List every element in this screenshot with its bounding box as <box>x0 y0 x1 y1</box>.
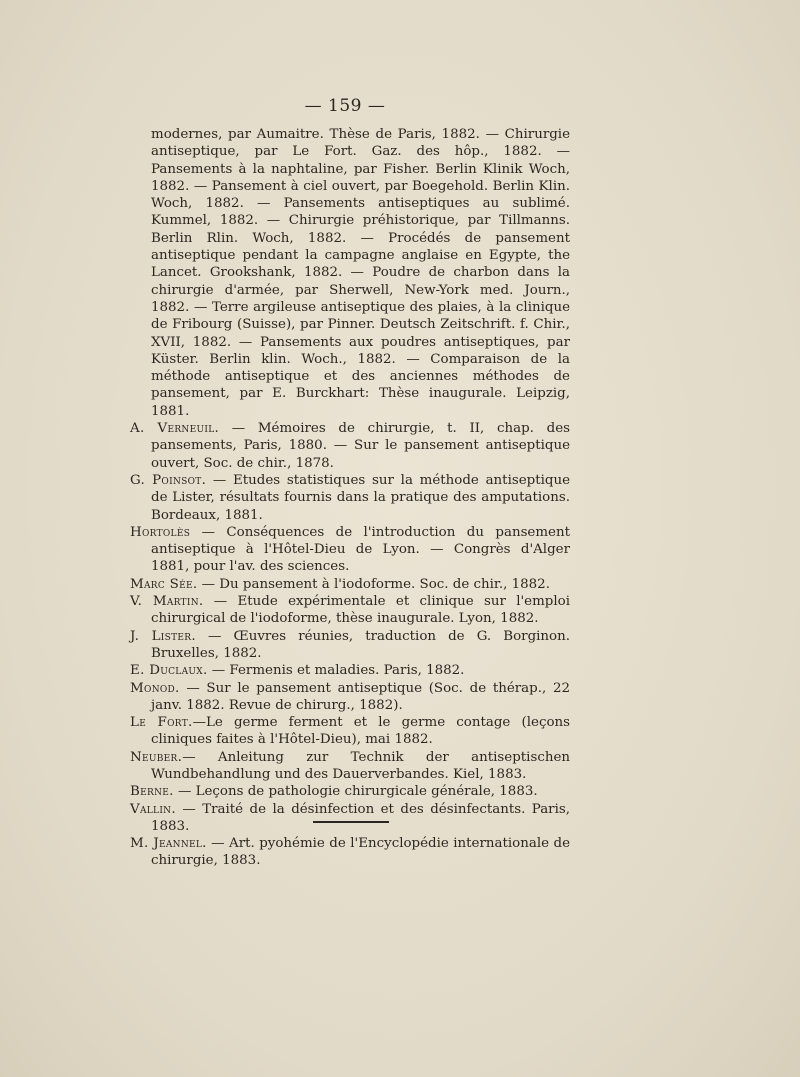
entry-text: — Œuvres réunies, traduction de G. Borginon. Bruxelles, 1882. <box>151 628 571 661</box>
bibliography-entry <box>130 680 570 715</box>
bibliography-entry <box>130 126 570 420</box>
entry-author: V. Martin. <box>130 594 204 610</box>
entry-author: Monod. <box>130 680 180 696</box>
bibliography-entry <box>130 662 570 679</box>
bibliography-entry <box>130 801 570 836</box>
end-rule <box>313 821 389 823</box>
entry-text: — Sur le pansement antiseptique (Soc. de thérap., 22 janv. 1882. Revue de chirurg., 1882). <box>151 680 570 713</box>
entry-text: — Art. pyohémie de l'Encyclopédie internationale de chirurgie, 1883. <box>151 836 570 869</box>
bibliography-list <box>130 126 570 870</box>
bibliography-entry <box>130 576 570 593</box>
entry-text: — Mémoires de chirurgie, t. II, chap. des pansements, Paris, 1880. — Sur le pansement antiseptique ouvert, Soc. de chir., 1878. <box>151 421 570 471</box>
bibliography-entry <box>130 835 570 870</box>
entry-text: — Leçons de pathologie chirurgicale générale, 1883. <box>173 784 538 800</box>
entry-text: — Conséquences de l'introduction du pansement antiseptique à l'Hôtel-Dieu de Lyon. — Congrès d'Alger 1881, pour l'av. des sciences. <box>151 524 570 575</box>
entry-author: E. Duclaux. <box>130 663 208 679</box>
entry-author: Hortolès <box>130 524 191 540</box>
bibliography-entry <box>130 593 570 628</box>
entry-text: —Le germe ferment et le germe contage (leçons cliniques faites à l'Hôtel-Dieu), mai 1882. <box>151 715 571 748</box>
entry-text: — Etude expérimentale et clinique sur l'emploi chirurgical de l'iodoforme, thèse inaugurale. Lyon, 1882. <box>151 594 570 627</box>
bibliography-entry <box>130 524 570 576</box>
entry-text: — Anleitung zur Technik der antiseptischen Wundbehandlung und des Dauerverbandes. Kiel, 1883. <box>151 749 570 782</box>
entry-author: Neuber. <box>130 749 183 765</box>
bibliography-entry <box>130 628 570 663</box>
page-number: — 159 — <box>304 96 386 116</box>
entry-author: Marc Sée. <box>130 576 198 592</box>
entry-text: — Du pansement à l'iodoforme. Soc. de chir., 1882. <box>197 576 550 592</box>
entry-author: Berne. <box>130 784 174 800</box>
entry-author: G. Poinsot. <box>130 472 207 488</box>
bibliography-entry <box>130 783 570 800</box>
entry-text: modernes, par Aumaitre. Thèse de Paris, 1882. — Chirurgie antiseptique, par Le Fort. Gaz. des hôp., 1882. — Pansements à la naphtaline, par Fisher. Berlin Klinik Woch, 1882. — Pansement à ciel ouvert, par Boegehold. Berlin Klin. Woch, 1882. — Pansements antiseptiques au sublimé. Kummel, 1882. — Chirurgie préhistorique, par Tillmanns. Berlin Rlin. Woch, 1882. — Procédés de pansement antiseptique pendant la campagne anglaise en Egypte, the Lancet. Grookshank, 1882. — Poudre de charbon dans la chirurgie d'armée, par Sherwell, New-York med. Journ., 1882. — Terre argileuse antiseptique des plaies, à la clinique de Fribourg (Suisse), par Pinner. Deutsch Zeitschrift. f. Chir., XVII, 1882. — Pansements aux poudres antiseptiques, par Küster. Berlin klin. Woch., 1882. — Comparaison de la méthode antiseptique et des anciennes méthodes de pansement, par E. Burckhart: Thèse inaugurale. Leipzig, 1881. <box>151 127 570 419</box>
entry-text: — Etudes statistiques sur la méthode antiseptique de Lister, résultats fournis dans la pratique des amputations. Bordeaux, 1881. <box>151 472 570 523</box>
entry-text: — Fermenis et maladies. Paris, 1882. <box>207 663 465 679</box>
entry-author: J. Lister. <box>130 628 196 644</box>
entry-author: M. Jeannel. <box>130 836 207 852</box>
entry-text: — Traité de la désinfection et des désinfectants. Paris, 1883. <box>151 801 570 834</box>
entry-author: A. Verneuil. <box>130 421 220 437</box>
bibliography-entry <box>130 420 570 472</box>
bibliography-entry <box>130 749 570 784</box>
entry-author: Le Fort. <box>130 715 193 731</box>
entry-author: Vallin. <box>130 801 176 817</box>
bibliography-entry <box>130 714 570 749</box>
bibliography-entry <box>130 472 570 524</box>
